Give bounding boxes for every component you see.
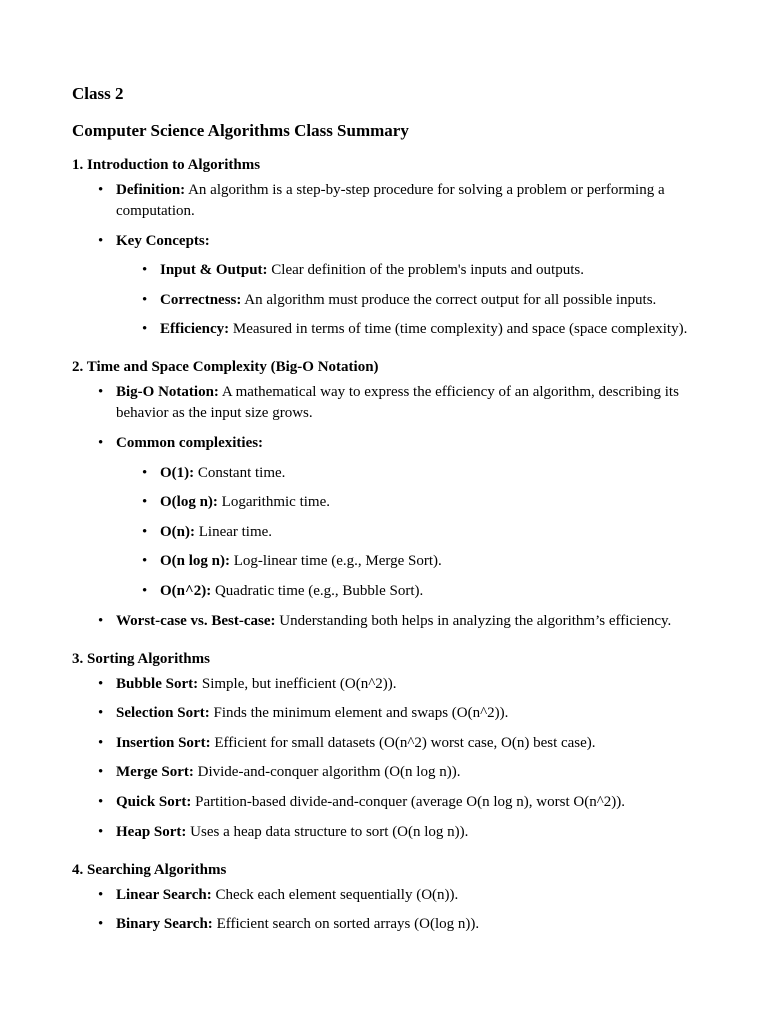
bullet-list [72, 180, 696, 340]
section [72, 860, 696, 936]
bullet-icon: • [142, 523, 148, 540]
item-text: A mathematical way to express the efficiency of an algorithm, describing its behavior as the input size grows. [116, 384, 679, 422]
item-text: Clear definition of the problem's inputs and outputs. [267, 262, 584, 279]
item-text: Efficient for small datasets (O(n^2) worst case, O(n) best case). [210, 734, 596, 751]
section-heading: 1. Introduction to Algorithms [72, 157, 261, 173]
item-term: Input & Output: [160, 262, 268, 279]
item-term: O(n^2): [160, 582, 212, 599]
item-term: Worst-case vs. Best-case: [116, 612, 276, 629]
item-term: Linear Search: [116, 886, 212, 903]
sub-list [116, 463, 696, 602]
list-item [72, 231, 696, 341]
bullet-icon: • [98, 793, 104, 810]
section [72, 649, 696, 843]
list-item [72, 762, 696, 783]
list-item [72, 822, 696, 843]
item-term: O(log n): [160, 494, 218, 511]
item-term: Big-O Notation: [116, 384, 219, 401]
item-term: O(1): [160, 464, 195, 481]
item-text: Measured in terms of time (time complexity) and space (space complexity). [229, 321, 688, 338]
item-text: Constant time. [194, 464, 286, 481]
bullet-icon: • [142, 582, 148, 599]
section [72, 357, 696, 631]
item-text: Check each element sequentially (O(n)). [211, 886, 459, 903]
bullet-list [72, 382, 696, 631]
item-term: Definition: [116, 182, 186, 198]
bullet-icon: • [142, 291, 148, 308]
bullet-icon: • [98, 612, 104, 629]
item-term: Selection Sort: [116, 705, 210, 722]
item-term: Correctness: [160, 291, 242, 308]
section-heading: 2. Time and Space Complexity (Big-O Notation) [72, 359, 379, 376]
bullet-icon: • [98, 232, 104, 249]
item-text: Divide-and-conquer algorithm (O(n log n)). [193, 764, 461, 781]
item-term: Insertion Sort: [116, 734, 211, 751]
item-term: Efficiency: [160, 321, 230, 338]
item-term: O(n log n): [160, 553, 231, 570]
bullet-icon: • [142, 494, 148, 511]
list-item [72, 433, 696, 602]
document-title: Computer Science Algorithms Class Summary [72, 121, 409, 140]
bullet-icon: • [142, 464, 148, 481]
list-item [72, 611, 696, 632]
sub-list-item [116, 260, 696, 281]
sections-container [72, 155, 696, 952]
bullet-list [72, 674, 696, 843]
item-term: Quick Sort: [116, 793, 192, 810]
bullet-icon: • [98, 675, 104, 692]
bullet-icon: • [98, 886, 104, 903]
sub-list-item [116, 581, 696, 602]
item-term: Merge Sort: [116, 764, 194, 781]
item-text: An algorithm must produce the correct output for all possible inputs. [241, 291, 657, 308]
item-term: Common complexities: [116, 434, 264, 451]
section-heading: 4. Searching Algorithms [72, 861, 227, 878]
bullet-list [72, 885, 696, 936]
section-heading: 3. Sorting Algorithms [72, 650, 210, 667]
bullet-icon: • [98, 823, 104, 840]
item-text: Partition-based divide-and-conquer (average O(n log n), worst O(n^2)). [191, 793, 625, 810]
bullet-icon: • [98, 916, 104, 933]
sub-list [116, 260, 696, 340]
sub-list-item [116, 290, 696, 311]
item-term: Binary Search: [116, 916, 213, 933]
list-item [72, 703, 696, 724]
bullet-icon: • [142, 553, 148, 570]
sub-list-item [116, 492, 696, 513]
item-text: Simple, but inefficient (O(n^2)). [198, 675, 397, 692]
item-term: Heap Sort: [116, 823, 187, 840]
bullet-icon: • [98, 764, 104, 781]
bullet-icon: • [98, 434, 104, 451]
item-text: Understanding both helps in analyzing the algorithm’s efficiency. [275, 612, 672, 629]
item-text: An algorithm is a step-by-step procedure for solving a problem or performing a computation. [116, 182, 665, 219]
section [72, 155, 696, 340]
item-text: Log-linear time (e.g., Merge Sort). [230, 553, 442, 570]
bullet-icon: • [142, 321, 148, 338]
item-text: Quadratic time (e.g., Bubble Sort). [211, 582, 424, 599]
sub-list-item [116, 522, 696, 543]
item-text: Efficient search on sorted arrays (O(log n)). [212, 916, 480, 933]
bullet-icon: • [98, 705, 104, 722]
bullet-icon: • [98, 384, 104, 401]
bullet-icon: • [98, 182, 104, 198]
item-text: Finds the minimum element and swaps (O(n^2)). [209, 705, 509, 722]
item-term: Key Concepts: [116, 232, 210, 249]
sub-list-item [116, 319, 696, 340]
item-text: Uses a heap data structure to sort (O(n log n)). [186, 823, 469, 840]
list-item [72, 733, 696, 754]
list-item [72, 885, 696, 906]
item-term: Bubble Sort: [116, 675, 199, 692]
bullet-icon: • [142, 262, 148, 279]
list-item [72, 792, 696, 813]
item-term: O(n): [160, 523, 195, 540]
list-item [72, 674, 696, 695]
item-text: Logarithmic time. [217, 494, 330, 511]
sub-list-item [116, 463, 696, 484]
sub-list-item [116, 551, 696, 572]
list-item [72, 914, 696, 935]
list-item [72, 180, 696, 222]
class-label: Class 2 [72, 84, 124, 103]
list-item [72, 382, 696, 424]
item-text: Linear time. [195, 523, 273, 540]
bullet-icon: • [98, 734, 104, 751]
